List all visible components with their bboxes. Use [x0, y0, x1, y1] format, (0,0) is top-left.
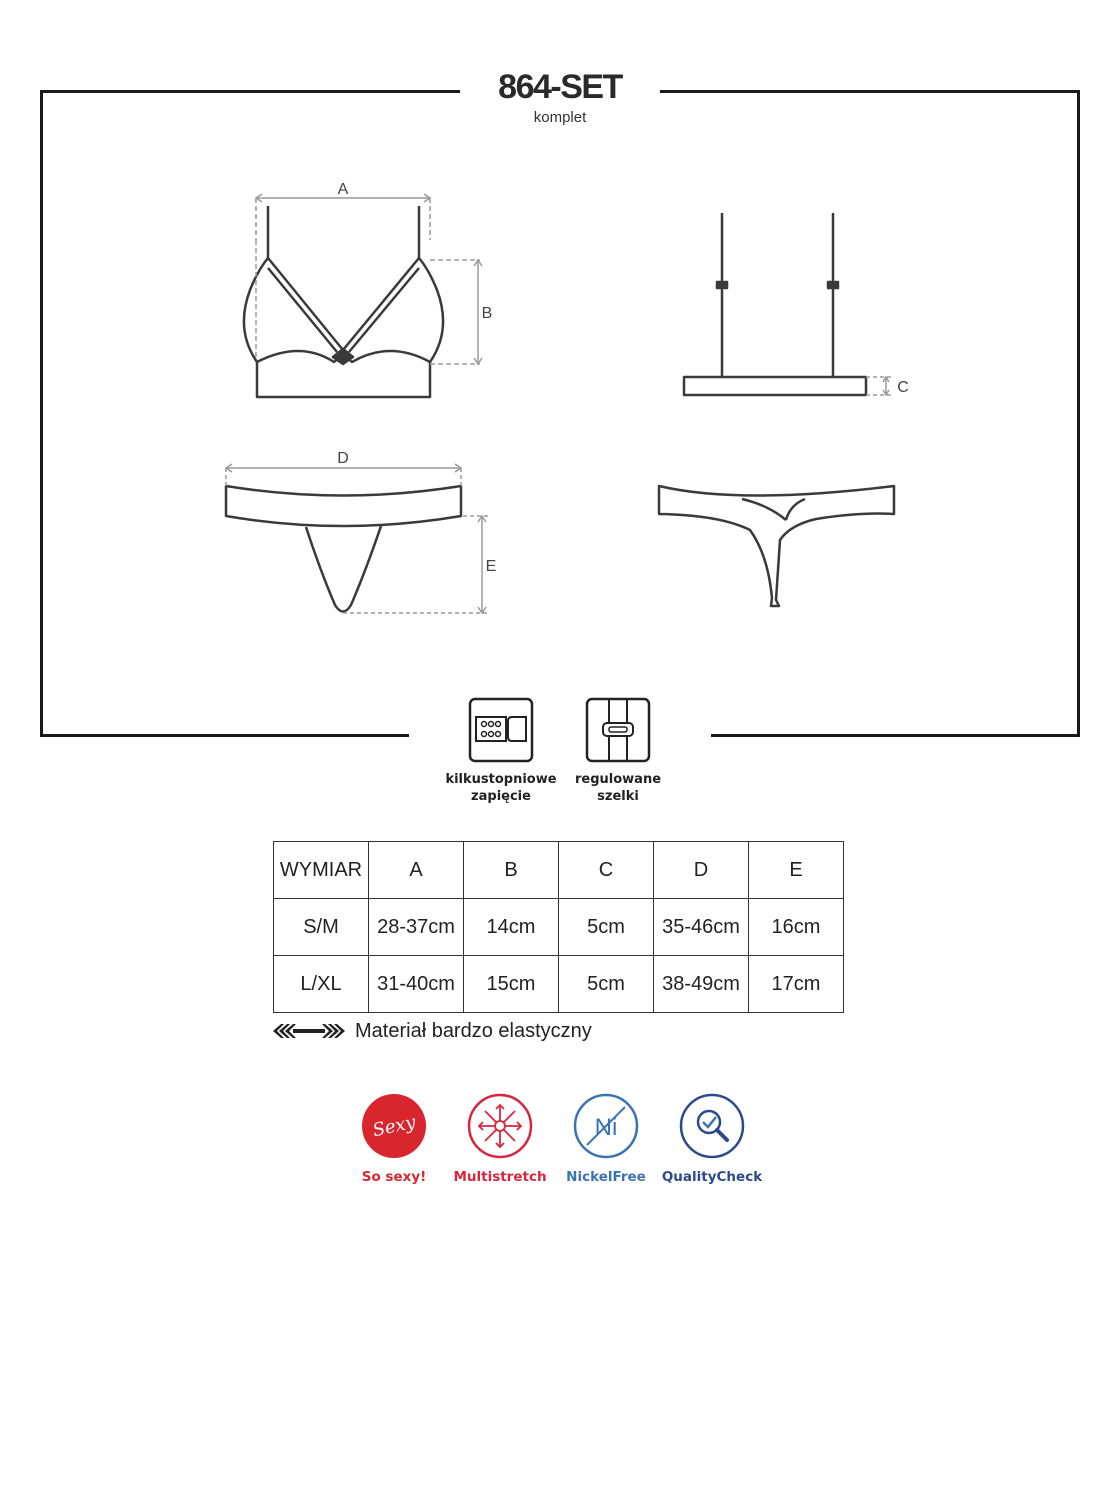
table-header-cell: B [464, 842, 559, 899]
product-title: 864-SET [498, 68, 622, 106]
quality-check-icon [679, 1093, 745, 1159]
bra-front-drawing [244, 206, 443, 397]
badge-nickelfree-label: NickelFree [566, 1169, 646, 1185]
feature-clasp-label-2: zapięcie [471, 789, 531, 804]
brief-front-drawing [226, 486, 461, 612]
table-cell: 16cm [749, 899, 844, 956]
frame-bottom-left [40, 734, 409, 737]
table-header-cell: E [749, 842, 844, 899]
table-row [274, 899, 844, 956]
table-cell: 35-46cm [654, 899, 749, 956]
dimension-label-c: C [897, 379, 909, 396]
table-header-row [274, 842, 844, 899]
nickel-icon-text: Ni [594, 1114, 618, 1141]
table-cell: L/XL [274, 956, 369, 1013]
feature-clasp [436, 697, 566, 805]
multi-hook-clasp-icon [468, 697, 534, 763]
dimension-label-a: A [337, 181, 349, 198]
table-cell: 28-37cm [369, 899, 464, 956]
table-cell: S/M [274, 899, 369, 956]
feature-straps-label-1: regulowane [574, 772, 662, 787]
dimension-label-b: B [481, 305, 493, 322]
feature-straps [553, 697, 683, 805]
size-table [273, 841, 844, 1013]
sexy-icon-text: Sexy [370, 1111, 418, 1142]
bra-back-drawing [684, 213, 866, 395]
adjustable-strap-icon [585, 697, 651, 763]
material-note [273, 1018, 592, 1044]
badge-multistretch-label: Multistretch [453, 1169, 547, 1185]
badge-qualitycheck-label: QualityCheck [661, 1169, 763, 1185]
multistretch-icon [467, 1093, 533, 1159]
table-cell: 14cm [464, 899, 559, 956]
feature-straps-label-2: szelki [597, 789, 639, 804]
table-cell: 38-49cm [654, 956, 749, 1013]
table-cell: 5cm [559, 899, 654, 956]
table-cell: 15cm [464, 956, 559, 1013]
frame-bottom-right [711, 734, 1080, 737]
dimension-label-e: E [485, 558, 497, 575]
badge-nickelfree [546, 1093, 666, 1185]
table-row [274, 956, 844, 1013]
table-header-cell: A [369, 842, 464, 899]
technical-drawing [0, 0, 1120, 700]
badge-multistretch [440, 1093, 560, 1185]
badge-qualitycheck [652, 1093, 772, 1185]
table-cell: 5cm [559, 956, 654, 1013]
table-cell: 17cm [749, 956, 844, 1013]
table-header-cell: C [559, 842, 654, 899]
badge-sexy-label: So sexy! [361, 1169, 427, 1185]
table-header-cell: WYMIAR [274, 842, 369, 899]
stretch-arrows-icon [273, 1023, 345, 1039]
sexy-icon [361, 1093, 427, 1159]
dimension-label-d: D [337, 450, 349, 467]
feature-clasp-label-1: kilkustopniowe [445, 772, 557, 787]
badge-sexy [334, 1093, 454, 1185]
brief-back-drawing [659, 486, 894, 606]
material-note-text: Materiał bardzo elastyczny [355, 1019, 592, 1042]
nickel-free-icon [573, 1093, 639, 1159]
product-subtitle: komplet [533, 109, 587, 126]
table-header-cell: D [654, 842, 749, 899]
table-cell: 31-40cm [369, 956, 464, 1013]
